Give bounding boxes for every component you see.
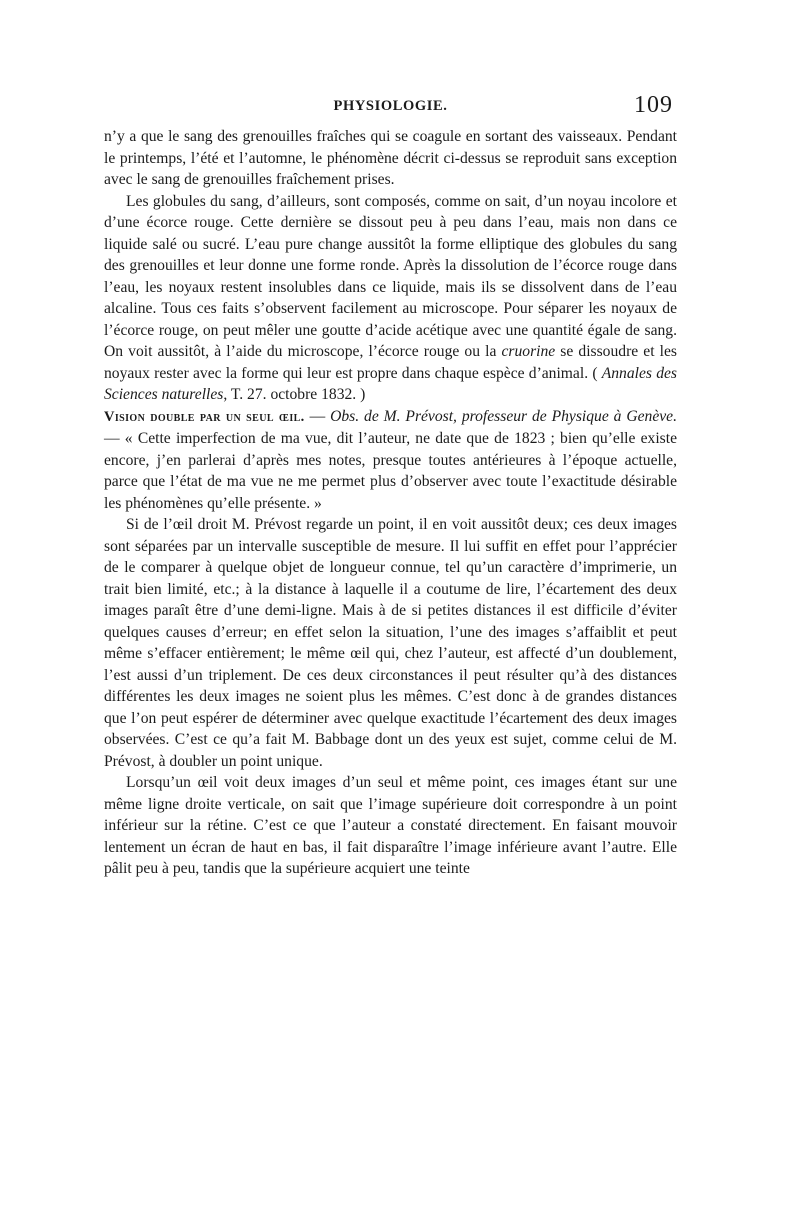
- paragraph-4: [104, 514, 677, 772]
- paragraph-3-observer: Obs. de M. Prévost, professeur de Physique à Genève.: [330, 407, 677, 425]
- page-header: [104, 92, 677, 126]
- book-page: [104, 92, 677, 880]
- paragraph-3-quote: — « Cette imperfection de ma vue, dit l’auteur, ne date que de 1823 ; bien qu’elle existe encore, j’en parlerai d’après mes notes, presque toutes antérieures à l’époque actuelle, parce que l’état de ma vue ne me permet plus d’observer avec toute l’exactitude désirable les phénomènes qu’elle présente. »: [104, 430, 677, 512]
- paragraph-5: [104, 772, 677, 880]
- body-text: [104, 126, 677, 880]
- paragraph-3-dash: —: [304, 407, 331, 425]
- paragraph-3: [104, 406, 677, 515]
- running-title: PHYSIOLOGIE.: [333, 98, 448, 114]
- paragraph-2-segment-1: Les globules du sang, d’ailleurs, sont composés, comme on sait, d’un noyau incolore et d’une écorce rouge. Cette dernière se dissout peu à peu dans l’eau, mais non dans ce liquide salé ou sucré. L’eau pure change aussitôt la forme elliptique des globules du sang des grenouilles et leur donne une forme ronde. Après la dissolution de l’écorce rouge dans l’eau, les noyaux restent insolubles dans ce liquide, mais ils se dissolvent dans de l’eau alcaline. Tous ces faits s’observent facilement au microscope. Pour séparer les noyaux de l’écorce rouge, on peut mêler une goutte d’acide acétique avec une quantité égale de sang. On voit aussitôt, à l’aide du microscope, l’écorce rouge ou la: [104, 192, 677, 360]
- page-number: 109: [634, 92, 673, 118]
- paragraph-2-citation: , T. 27. octobre 1832. ): [223, 386, 366, 403]
- paragraph-2-journal-title: Annales des Sciences naturelles: [104, 364, 677, 403]
- section-heading: Vision double par un seul œil.: [104, 408, 305, 425]
- paragraph-2-segment-3: se dissoudre et les noyaux rester avec la forme qui leur est propre dans chaque espèce d’animal. (: [104, 343, 677, 382]
- paragraph-2: [104, 191, 677, 406]
- paragraph-5-segment-1: Lorsqu’un œil voit deux images d’un seul et même point, ces images étant sur une même ligne droite verticale, on sait que l’image supérieure doit correspondre à un point inférieur sur la rétine. C’est ce que l’auteur a constaté directement. En faisant mouvoir lentement un écran de haut en bas, il fait disparaître l’image inférieure avant l’autre. Elle pâlit peu à peu, tandis que la supérieure acquiert une teinte: [104, 774, 677, 877]
- paragraph-1: [104, 126, 677, 191]
- paragraph-2-cruorine-term: cruorine: [501, 343, 556, 360]
- paragraph-1-segment-1: n’y a que le sang des grenouilles fraîches qui se coagule en sortant des vaisseaux. Pendant le printemps, l’été et l’automne, le phénomène décrit ci-dessus se reproduit sans exception avec le sang de grenouilles fraîchement prises.: [104, 128, 677, 188]
- paragraph-4-segment-1: Si de l’œil droit M. Prévost regarde un point, il en voit aussitôt deux; ces deux images sont séparées par un intervalle susceptible de mesure. Il lui suffit en effet pour l’apprécier de le comparer à quelque objet de longueur connue, tel qu’un caractère d’imprimerie, un trait bien limité, etc.; à la distance à laquelle il a coutume de lire, l’écartement des deux images paraît être d’une demi-ligne. Mais à de si petites distances il est difficile d’éviter quelques causes d’erreur; en effet selon la situation, l’une des images s’affaiblit et peut même s’effacer entièrement; le même œil qui, chez l’auteur, est affecté d’un doublement, l’est aussi d’un triplement. De ces deux circonstances il peut résulter qu’à des distances différentes les deux images ne soient plus les mêmes. C’est donc à de grandes distances que l’on peut espérer de déterminer avec quelque exactitude l’écartement des deux images observées. C’est ce qu’a fait M. Babbage dont un des yeux est sujet, comme celui de M. Prévost, à doubler un point unique.: [104, 516, 677, 770]
